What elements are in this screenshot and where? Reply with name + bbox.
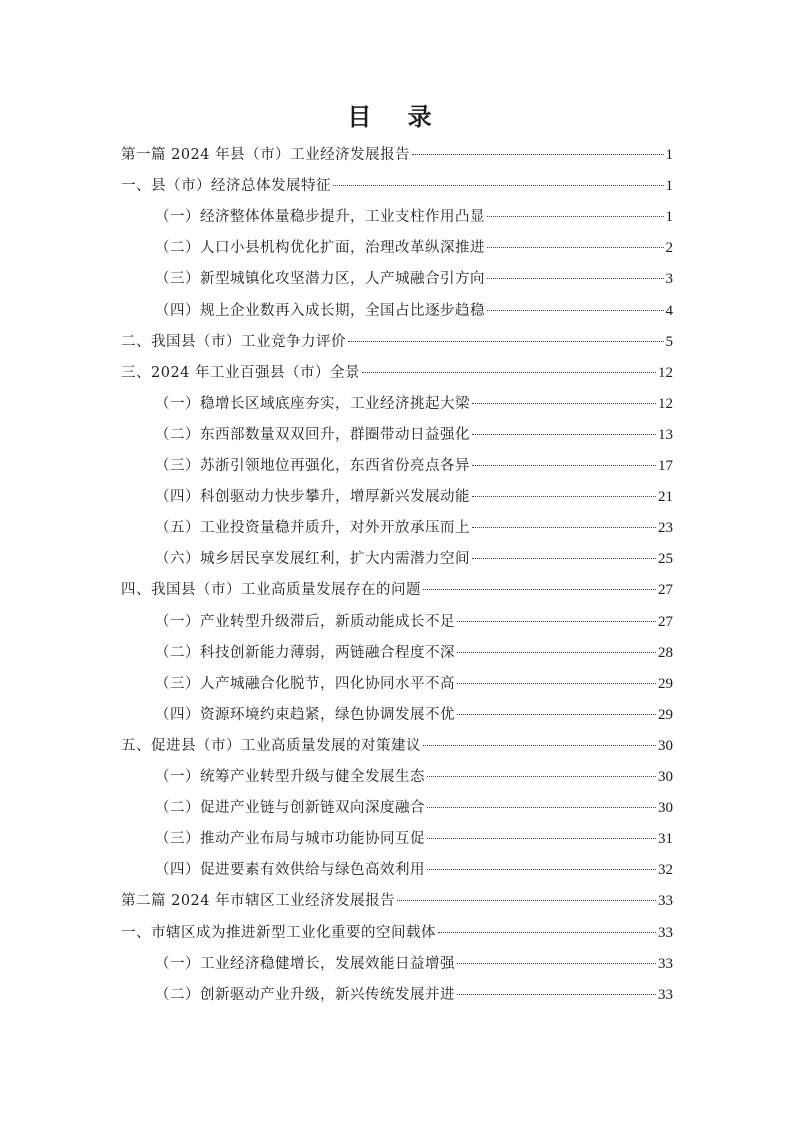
toc-page-number: 17 [658,458,673,474]
toc-entry-title: （四）资源环境约束趋紧，绿色协调发展不优 [155,706,455,723]
toc-entry-chapter[interactable] [121,736,673,756]
toc-entry-title: （三）新型城镇化攻坚潜力区，人产城融合引方向 [155,271,485,288]
toc-leader-dots [362,372,656,373]
toc-leader-dots [427,807,656,808]
toc-leader-dots [457,963,656,964]
toc-entry-section[interactable] [155,643,673,663]
toc-entry-title: （五）工业投资量稳并质升，对外开放承压而上 [155,520,470,537]
toc-entry-title: 第一篇 2024 年县（市）工业经济发展报告 [121,147,411,163]
toc-leader-dots [438,932,656,933]
toc-entry-section[interactable] [155,954,673,974]
toc-entry-title: （一）统筹产业转型升级与健全发展生态 [155,769,425,785]
toc-entry-title: 二、我国县（市）工业竞争力评价 [121,333,346,350]
toc-page-number: 4 [665,302,673,319]
toc-page-number: 28 [658,644,673,661]
toc-entry-title: 四、我国县（市）工业高质量发展存在的问题 [121,582,421,599]
toc-page-number: 30 [658,737,673,754]
toc-leader-dots [427,869,656,870]
toc-page-number: 30 [658,769,673,785]
toc-entry-title: （一）产业转型升级滞后，新质动能成长不足 [155,613,455,630]
toc-leader-dots [487,216,664,217]
toc-entry-section[interactable] [155,456,673,476]
toc-leader-dots [333,185,664,186]
toc-entry-title: 第二篇 2024 年市辖区工业经济发展报告 [121,893,396,910]
toc-entry-section[interactable] [155,829,673,849]
toc-entry-chapter[interactable] [121,332,673,352]
toc-leader-dots [423,589,656,590]
toc-entry-chapter[interactable] [121,923,673,943]
toc-entry-section[interactable] [155,612,673,632]
toc-entry-chapter[interactable] [121,145,673,165]
toc-entry-chapter[interactable] [121,891,673,911]
toc-leader-dots [472,558,656,559]
toc-leader-dots [487,278,664,279]
toc-leader-dots [457,714,656,715]
toc-leader-dots [348,341,664,342]
toc-entry-section[interactable] [155,549,673,569]
toc-entry-title: （四）促进要素有效供给与绿色高效利用 [155,862,425,879]
toc-entry-section[interactable] [155,798,673,818]
toc-entry-title: （四）规上企业数再入成长期，全国占比逐步趋稳 [155,302,485,319]
toc-entry-title: （二）科技创新能力薄弱，两链融合程度不深 [155,644,455,661]
toc-leader-dots [427,838,656,839]
toc-entry-title: （一）稳增长区域底座夯实，工业经济挑起大梁 [155,395,470,412]
toc-entry-title: （四）科创驱动力快步攀升，增厚新兴发展动能 [155,489,470,506]
toc-entry-section[interactable] [155,518,673,538]
toc-entry-chapter[interactable] [121,176,673,196]
toc-entry-section[interactable] [155,425,673,445]
toc-page-number: 31 [658,831,673,848]
toc-entry-section[interactable] [155,394,673,414]
toc-page-number: 33 [658,955,673,972]
toc-page-number: 30 [658,800,673,817]
toc-leader-dots [457,683,656,684]
toc-entry-section[interactable] [155,985,673,1005]
toc-page-number: 5 [665,333,673,350]
toc-entry-title: （一）工业经济稳健增长，发展效能日益增强 [155,955,455,972]
toc-leader-dots [427,776,656,777]
toc-leader-dots [487,247,664,248]
toc-page-number: 29 [658,706,673,723]
toc-page-number: 33 [658,924,673,941]
toc-page-number: 33 [658,986,673,1003]
toc-entry-section[interactable] [155,269,673,289]
toc-entry-title: （二）人口小县机构优化扩面，治理改革纵深推进 [155,240,485,257]
toc-leader-dots [457,621,656,622]
toc-page-number: 27 [658,613,673,630]
toc-page-number: 23 [658,520,673,537]
toc-entry-section[interactable] [155,207,673,227]
toc-entry-title: 五、促进县（市）工业高质量发展的对策建议 [121,737,421,754]
toc-entry-title: 三、2024 年工业百强县（市）全景 [121,364,361,381]
toc-entry-section[interactable] [155,860,673,880]
toc-entry-section[interactable] [155,238,673,258]
toc-entry-title: （三）人产城融合化脱节，四化协同水平不高 [155,675,455,692]
toc-page-number: 21 [658,489,673,506]
toc-page-number: 1 [665,147,673,163]
toc-leader-dots [472,434,656,435]
toc-page-number: 33 [658,893,673,910]
toc-entry-title: （二）创新驱动产业升级，新兴传统发展并进 [155,986,455,1003]
toc-entry-title: （一）经济整体体量稳步提升，工业支柱作用凸显 [155,209,485,226]
toc-page-number: 29 [658,675,673,692]
toc-page-number: 3 [665,271,673,288]
toc-entry-section[interactable] [155,674,673,694]
toc-leader-dots [472,527,656,528]
toc-leader-dots [397,900,656,901]
toc-title: 目 录 [347,103,446,131]
toc-page-number: 1 [665,209,673,226]
toc-entry-section[interactable] [155,301,673,321]
toc-leader-dots [472,496,656,497]
toc-entry-chapter[interactable] [121,580,673,600]
toc-entry-title: （六）城乡居民享发展红利，扩大内需潜力空间 [155,551,470,568]
toc-leader-dots [472,403,656,404]
toc-entry-title: （二）东西部数量双双回升，群圈带动日益强化 [155,426,470,443]
toc-entry-title: （三）推动产业布局与城市功能协同互促 [155,831,425,848]
toc-leader-dots [423,745,656,746]
toc-entry-section[interactable] [155,705,673,725]
toc-leader-dots [472,465,656,466]
toc-entry-chapter[interactable] [121,363,673,383]
toc-entry-title: 一、县（市）经济总体发展特征 [121,178,331,195]
toc-entry-title: （二）促进产业链与创新链双向深度融合 [155,800,425,817]
toc-leader-dots [487,310,664,311]
toc-leader-dots [457,652,656,653]
toc-page-number: 27 [658,582,673,599]
toc-page-number: 12 [658,395,673,412]
toc-page-number: 2 [665,240,673,257]
toc-page-number: 12 [658,364,673,381]
toc-page-number: 1 [665,178,673,195]
toc-leader-dots [457,994,656,995]
toc-entry-title: （三）苏浙引领地位再强化，东西省份亮点各异 [155,458,470,474]
toc-entry-title: 一、市辖区成为推进新型工业化重要的空间载体 [121,924,436,941]
toc-leader-dots [412,154,663,155]
toc-page-number: 32 [658,862,673,879]
toc-entry-section[interactable] [155,767,673,787]
toc-page-number: 13 [658,426,673,443]
toc-entry-section[interactable] [155,487,673,507]
toc-page-number: 25 [658,551,673,568]
